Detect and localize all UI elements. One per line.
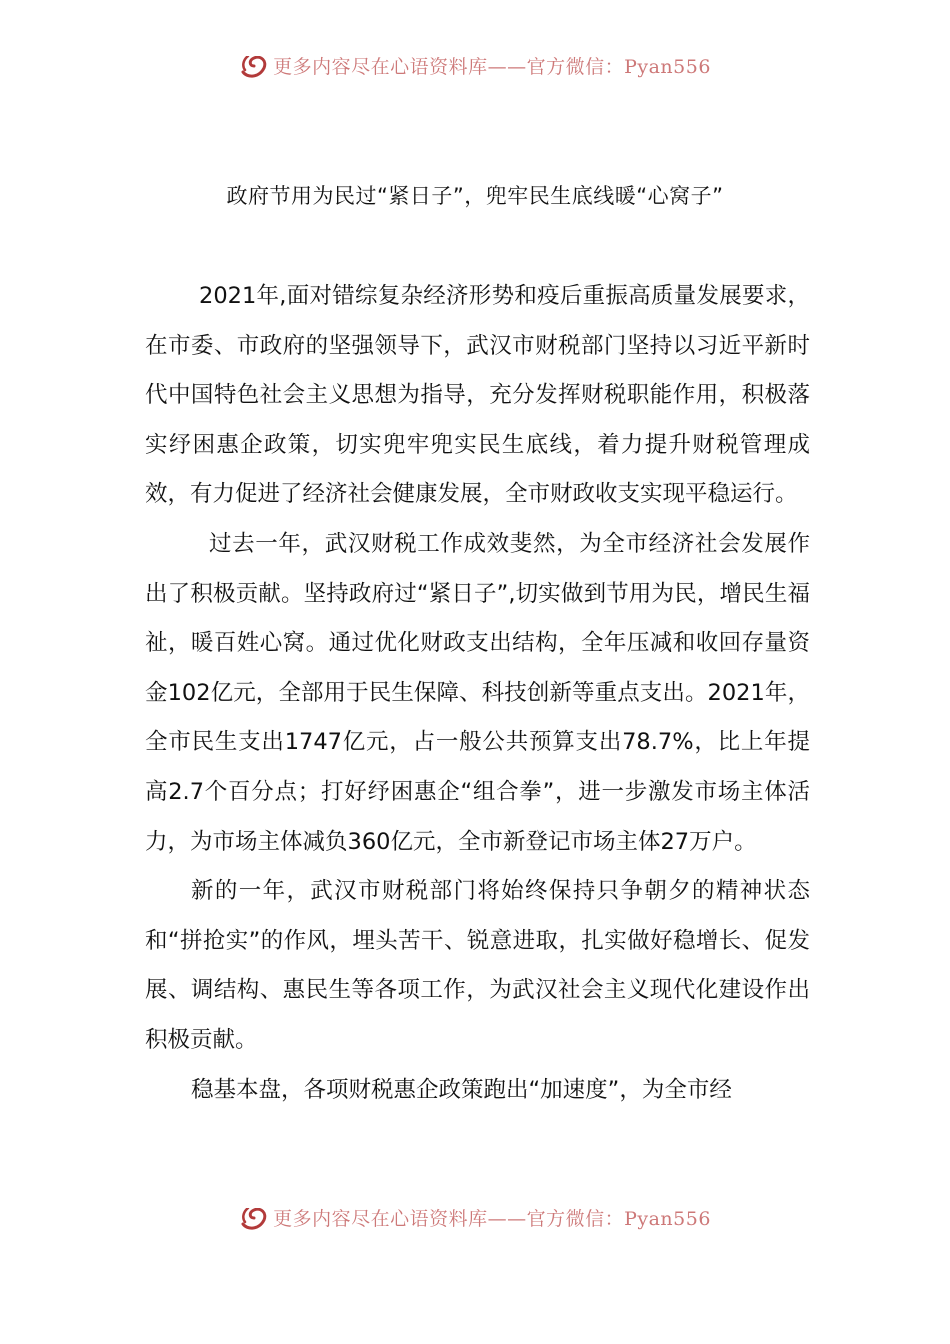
document-title: 政府节用为民过“紧日子”，兜牢民生底线暖“心窝子”	[226, 184, 724, 208]
paragraph: 稳基本盘，各项财税惠企政策跑出“加速度”，为全市经	[191, 1076, 732, 1103]
footer-watermark	[0, 1208, 950, 1236]
document-body	[145, 272, 810, 1115]
paragraph: 过去一年，武汉财税工作成效斐然，为全市经济社会发展作出了积极贡献。坚持政府过“紧日子”,切实做到节用为民，增民生福祉，暖百姓心窝。通过优化财政支出结构，全年压减和收回存量资金102亿元，全部用于民生保障、科技创新等重点支出。2021年，全市民生支出1747亿元，占一般公共预算支出78.7%，比上年提高2.7个百分点；打好纾困惠企“组合拳”，进一步激发市场主体活力，为市场主体减负360亿元，全市新登记市场主体27万户。	[145, 530, 810, 855]
watermark-text: 更多内容尽在心语资料库——官方微信：Pyan556	[273, 1208, 711, 1230]
swirl-logo-icon	[239, 56, 269, 78]
header-watermark	[0, 56, 950, 84]
paragraph: 新的一年，武汉市财税部门将始终保持只争朝夕的精神状态和“拼抢实”的作风，埋头苦干、锐意进取，扎实做好稳增长、促发展、调结构、惠民生等各项工作，为武汉社会主义现代化建设作出积极贡献。	[145, 878, 810, 1053]
paragraph: 2021年,面对错综复杂经济形势和疫后重振高质量发展要求，在市委、市政府的坚强领导下，武汉市财税部门坚持以习近平新时代中国特色社会主义思想为指导，充分发挥财税职能作用，积极落实纾困惠企政策，切实兜牢兜实民生底线，着力提升财税管理成效，有力促进了经济社会健康发展，全市财政收支实现平稳运行。	[145, 283, 810, 508]
swirl-logo-icon	[239, 1208, 269, 1230]
watermark-text: 更多内容尽在心语资料库——官方微信：Pyan556	[273, 56, 711, 78]
